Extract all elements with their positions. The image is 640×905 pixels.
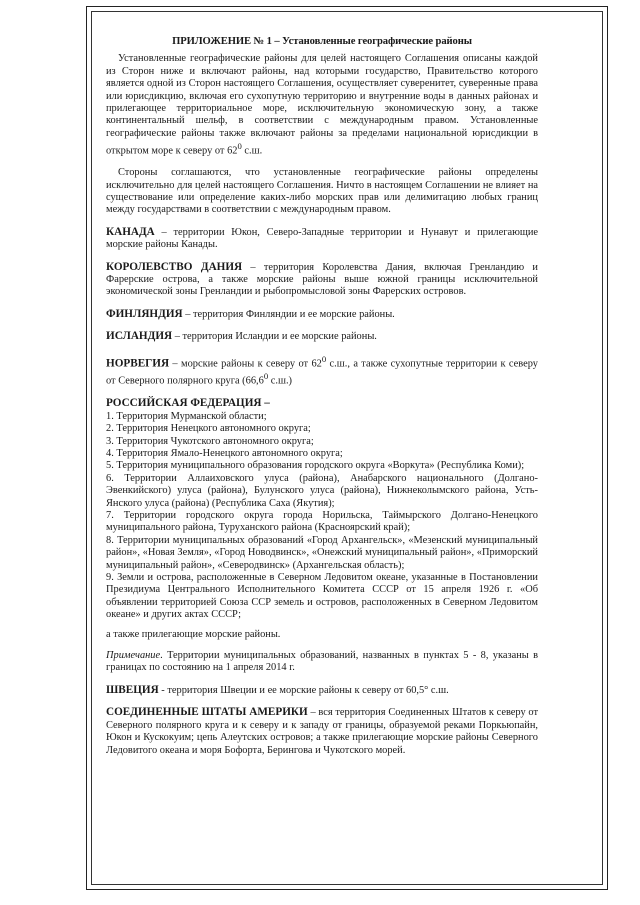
list-item: 9. Земли и острова, расположенные в Северном Ледовитом океане, указанные в Постановлении Президиума Центрального Исполнительного Комитета СССР от 15 апреля 1926 г. «Об объявлении территорией Союза ССР земель и островов, расположенных в Северном Ледовитом океане» и других актах СССР;: [106, 572, 538, 621]
country-name-iceland: ИСЛАНДИЯ: [106, 330, 173, 343]
section-canada: [106, 226, 538, 252]
list-item: 5. Территория муниципального образования городского округа «Воркута» (Республика Коми);: [106, 460, 525, 472]
section-sweden: [106, 684, 538, 697]
list-item: 7. Территории городского округа города Норильска, Таймырского Долгано-Ненецкого муниципального района, Туруханского района (Красноярский край);: [106, 510, 538, 534]
degree-superscript: 0: [321, 353, 327, 364]
list-item: 3. Территория Чукотского автономного округа;: [106, 435, 314, 447]
country-name-canada: КАНАДА: [106, 225, 155, 238]
section-usa: [106, 706, 538, 757]
country-name-usa: СОЕДИНЕННЫЕ ШТАТЫ АМЕРИКИ: [106, 706, 308, 719]
country-text-denmark: – территория Королевства Дания, включая Гренландию и Фарерские острова, а также морские районы выше южной границы исключительной экономической зоны Гренландии и рыбопромысловой зоны Фарерских островов.: [106, 261, 538, 298]
russia-tail: а также прилегающие морские районы.: [106, 628, 281, 640]
country-text-usa: – вся территория Соединенных Штатов к северу от Северного полярного круга и к северу и к западу от границы, образуемой реками Поркьюпайн, Юкон и Кускокуим; цепь Алеутских островов; а также прилегающие морские районы Северного Ледовитого океана и моря Бофорта, Берингова и Чукотского морей.: [106, 707, 539, 756]
country-name-russia: РОССИЙСКАЯ ФЕДЕРАЦИЯ –: [106, 397, 270, 410]
country-name-denmark: КОРОЛЕВСТВО ДАНИЯ: [106, 260, 243, 273]
section-russia-heading: [106, 397, 538, 410]
list-item: 2. Территория Ненецкого автономного округа;: [106, 423, 311, 435]
section-denmark: [106, 261, 538, 299]
country-text-norway-c: с.ш.): [268, 375, 293, 387]
note-label: Примечание: [106, 650, 161, 662]
intro-paragraph-1: [106, 53, 538, 158]
section-iceland: [106, 330, 538, 343]
country-name-sweden: ШВЕЦИЯ: [106, 683, 159, 696]
degree-superscript: 0: [237, 141, 242, 152]
country-text-norway-b: с.ш., а также сухопутные территории к северу от Северного полярного круга (66,6: [106, 358, 538, 387]
list-item: 4. Территория Ямало-Ненецкого автономного округа;: [106, 447, 343, 459]
list-item: 6. Территории Аллаиховского улуса (района), Анабарского национального (Долгано-Эвенкийского) улуса (района), Булунского улуса (района), Нижнеколымского района, Усть-Янского улуса (района) (Республика Саха (Якутия);: [106, 472, 538, 509]
country-name-norway: НОРВЕГИЯ: [106, 357, 170, 370]
document-title: ПРИЛОЖЕНИЕ № 1 – Установленные географические районы: [172, 36, 472, 47]
intro-text-2: Установленные географические районы также включают районы за пределами национальной юрисдикции в открытом море к северу от 62: [106, 115, 538, 157]
section-finland: [106, 308, 538, 321]
country-text-canada: – территории Юкон, Северо-Западные территории и Нунавут и прилегающие морские районы Канады.: [106, 226, 538, 251]
note-text: . Территории муниципальных образований, названных в пунктах 5 - 8, указаны в границах по состоянию на 1 апреля 2014 г.: [106, 650, 538, 674]
country-text-sweden: - территория Швеции и ее морские районы к северу от 60,5° с.ш.: [158, 684, 449, 696]
document-body: [106, 36, 538, 757]
russia-note: [106, 650, 538, 675]
degree-superscript: 0: [263, 371, 269, 382]
section-norway: [106, 353, 538, 389]
intro-text-2-tail: с.ш.: [241, 145, 263, 157]
intro-paragraph-3: Стороны соглашаются, что установленные географические районы определены исключительно для целей настоящего Соглашения. Ничто в настоящем Соглашении не влияет на существование или определение каких-либо морских прав или делимитацию любых границ между государствами в соответствии с международным правом.: [106, 167, 538, 216]
country-text-iceland: – территория Исландии и ее морские районы.: [172, 331, 377, 343]
country-text-norway-a: – морские районы к северу от 62: [169, 358, 322, 370]
country-text-finland: – территория Финляндии и ее морские районы.: [182, 308, 395, 320]
list-item: 8. Территории муниципальных образований «Город Архангельск», «Мезенский муниципальный район», «Новая Земля», «Город Новодвинск», «Онежский муниципальный район», «Приморский муниципальный район», «Северодвинск» (Архангельская область);: [106, 534, 538, 571]
intro-text-1: Установленные географические районы для целей настоящего Соглашения описаны каждой из Сторон ниже и включают районы, над которыми государство, Правительство которого является одной из Сторон настоящего Соглашения, осуществляет суверенитет, суверенные права или юрисдикцию, включая его сухопутную территорию и внутренние воды в данных районах и прилегающее территориальное море, исключительную экономическую зону, а также континентальный шельф, в соответствии с международным правом.: [106, 53, 538, 127]
list-item: 1. Территория Мурманской области;: [106, 410, 267, 422]
country-name-finland: ФИНЛЯНДИЯ: [106, 307, 183, 320]
